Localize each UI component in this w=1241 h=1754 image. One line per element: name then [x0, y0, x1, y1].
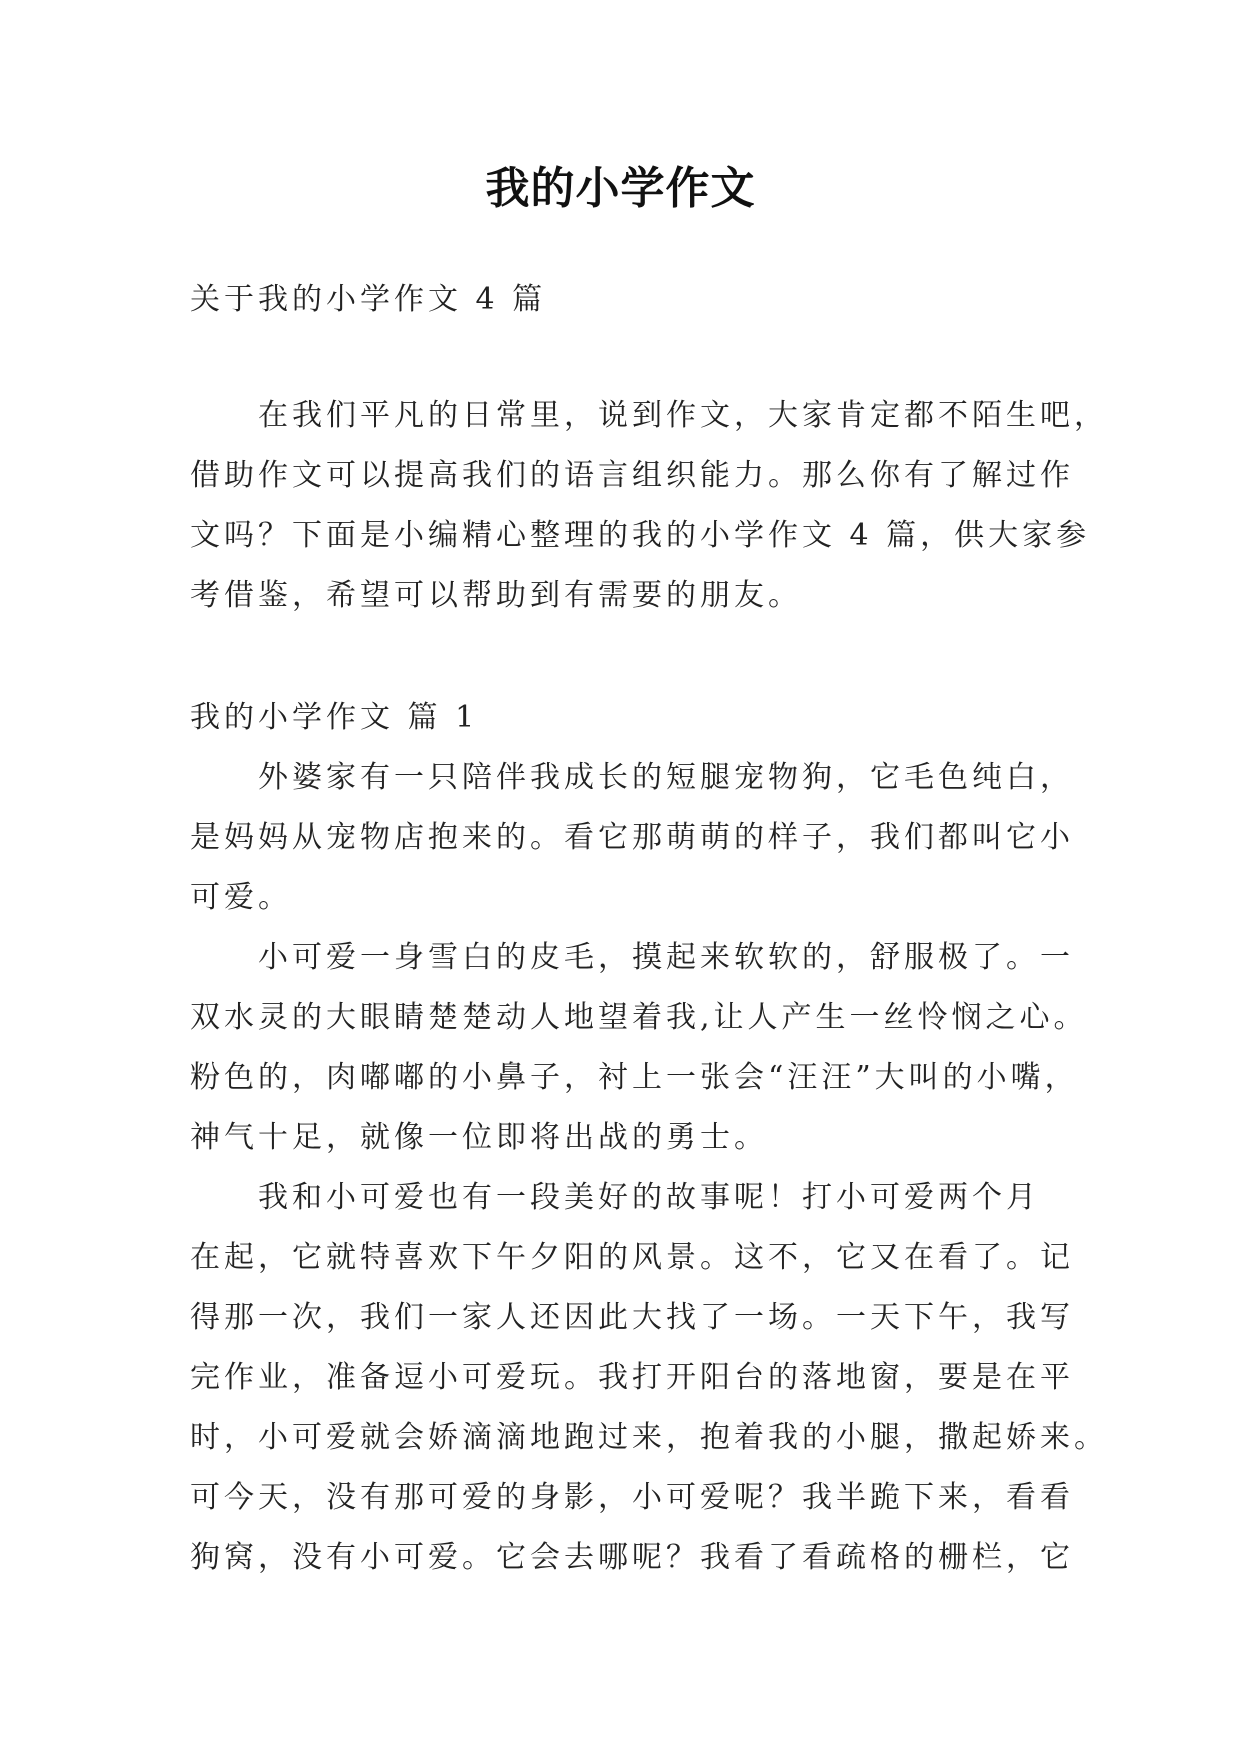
paragraph-line: 可今天，没有那可爱的身影，小可爱呢？我半跪下来，看看 — [190, 1480, 1074, 1515]
intro-line: 借助作文可以提高我们的语言组织能力。那么你有了解过作 — [190, 458, 1074, 493]
paragraph-line: 在起，它就特喜欢下午夕阳的风景。这不，它又在看了。记 — [190, 1240, 1074, 1275]
paragraph-line: 可爱。 — [190, 880, 292, 915]
paragraph-line: 小可爱一身雪白的皮毛，摸起来软软的，舒服极了。一 — [258, 940, 1074, 975]
section-heading — [190, 688, 1070, 748]
paragraph-line: 我和小可爱也有一段美好的故事呢！打小可爱两个月 — [258, 1180, 1040, 1215]
paragraph-line: 外婆家有一只陪伴我成长的短腿宠物狗，它毛色纯白， — [258, 760, 1074, 795]
paragraph-2 — [190, 928, 1088, 1168]
paragraph-line: 是妈妈从宠物店抱来的。看它那萌萌的样子，我们都叫它小 — [190, 820, 1074, 855]
paragraph-line: 得那一次，我们一家人还因此大找了一场。一天下午，我写 — [190, 1300, 1074, 1335]
intro-line: 考借鉴，希望可以帮助到有需要的朋友。 — [190, 578, 802, 613]
paragraph-line: 时，小可爱就会娇滴滴地跑过来，抱着我的小腿，撒起娇来。 — [190, 1420, 1108, 1455]
paragraph-line: 双水灵的大眼睛楚楚动人地望着我,让人产生一丝怜悯之心。 — [190, 1000, 1088, 1035]
paragraph-line: 狗窝，没有小可爱。它会去哪呢？我看了看疏格的栅栏，它 — [190, 1540, 1074, 1575]
intro-line: 文吗？下面是小编精心整理的我的小学作文 4 篇，供大家参 — [190, 518, 1091, 553]
intro-paragraph — [190, 386, 1108, 626]
paragraph-3 — [190, 1168, 1108, 1588]
paragraph-1 — [190, 748, 1074, 928]
paragraph-line: 完作业，准备逗小可爱玩。我打开阳台的落地窗，要是在平 — [190, 1360, 1074, 1395]
section-heading-text: 我的小学作文 篇 1 — [190, 700, 479, 735]
paragraph-line: 粉色的，肉嘟嘟的小鼻子，衬上一张会“汪汪”大叫的小嘴， — [190, 1060, 1079, 1095]
document-subtitle — [190, 270, 1070, 330]
intro-line: 在我们平凡的日常里，说到作文，大家肯定都不陌生吧， — [258, 398, 1108, 433]
document-title: 我的小学作文 — [485, 163, 756, 214]
paragraph-line: 神气十足，就像一位即将出战的勇士。 — [190, 1120, 768, 1155]
subtitle-line: 关于我的小学作文 4 篇 — [190, 282, 547, 317]
